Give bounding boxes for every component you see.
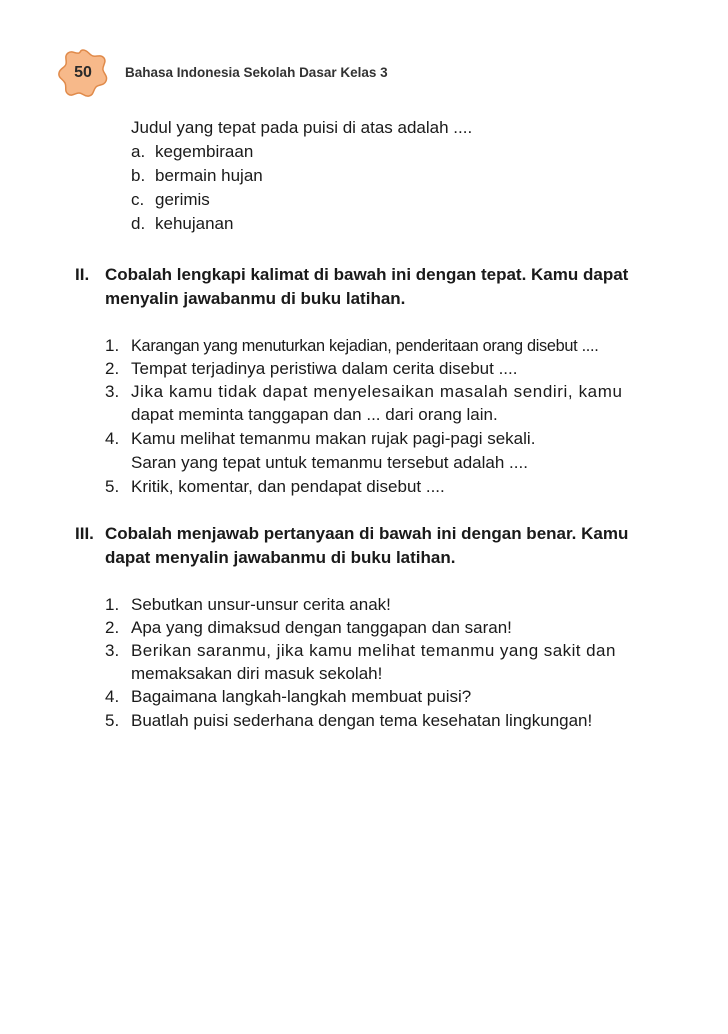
option-letter: c. [131, 190, 145, 209]
page-number: 50 [74, 64, 92, 81]
section-2-instruction-line2: menyalin jawabanmu di buku latihan. [105, 289, 406, 308]
book-title: Bahasa Indonesia Sekolah Dasar Kelas 3 [125, 65, 388, 80]
option-a [131, 141, 253, 163]
section-3-item-2: Apa yang dimaksud dengan tanggapan dan saran! [131, 618, 512, 637]
item-number: 5. [105, 477, 120, 496]
option-letter: a. [131, 142, 146, 161]
section-3-item-3-line2: memaksakan diri masuk sekolah! [131, 664, 383, 683]
item-number: 2. [105, 359, 120, 378]
option-text: gerimis [155, 190, 210, 209]
section-3-instruction-line2: dapat menyalin jawabanmu di buku latihan. [105, 548, 456, 567]
option-letter: b. [131, 166, 146, 185]
option-c [131, 189, 210, 211]
item-number: 1. [105, 336, 120, 355]
page-header [58, 48, 678, 98]
section-2-item-3-line2: dapat meminta tanggapan dan ... dari orang lain. [131, 405, 498, 424]
section-2-item-1: Karangan yang menuturkan kejadian, penderitaan orang disebut .... [131, 337, 599, 355]
option-text: kehujanan [155, 214, 234, 233]
section-2-instruction-line1: Cobalah lengkapi kalimat di bawah ini dengan tepat. Kamu dapat [105, 265, 629, 284]
section-2-item-5: Kritik, komentar, dan pendapat disebut .... [131, 477, 445, 496]
item-number: 3. [105, 382, 120, 401]
section-3-item-4: Bagaimana langkah-langkah membuat puisi? [131, 687, 472, 706]
section-2-item-4-line1: Kamu melihat temanmu makan rujak pagi-pagi sekali. [131, 429, 536, 448]
section-2-numeral: II. [75, 265, 90, 284]
item-number: 1. [105, 595, 120, 614]
item-number: 4. [105, 687, 120, 706]
option-text: bermain hujan [155, 166, 263, 185]
option-b [131, 165, 263, 187]
section-3-instruction-line1: Cobalah menjawab pertanyaan di bawah ini dengan benar. Kamu [105, 524, 629, 543]
page-number-badge [58, 48, 108, 98]
section-2-item-4-line2: Saran yang tepat untuk temanmu tersebut adalah .... [131, 453, 528, 472]
item-number: 5. [105, 711, 120, 730]
option-d [131, 213, 233, 235]
section-3-item-5: Buatlah puisi sederhana dengan tema kesehatan lingkungan! [131, 711, 593, 730]
section-3-numeral: III. [75, 524, 94, 543]
section-3-item-3-line1: Berikan saranmu, jika kamu melihat temanmu yang sakit dan [131, 641, 616, 660]
item-number: 4. [105, 429, 120, 448]
section-2-item-3-line1: Jika kamu tidak dapat menyelesaikan masalah sendiri, kamu [131, 382, 623, 401]
option-letter: d. [131, 214, 146, 233]
item-number: 3. [105, 641, 120, 660]
option-text: kegembiraan [155, 142, 254, 161]
question-stem: Judul yang tepat pada puisi di atas adalah .... [131, 118, 473, 137]
section-2-item-2: Tempat terjadinya peristiwa dalam cerita disebut .... [131, 359, 518, 378]
section-3-item-1: Sebutkan unsur-unsur cerita anak! [131, 595, 391, 614]
item-number: 2. [105, 618, 120, 637]
